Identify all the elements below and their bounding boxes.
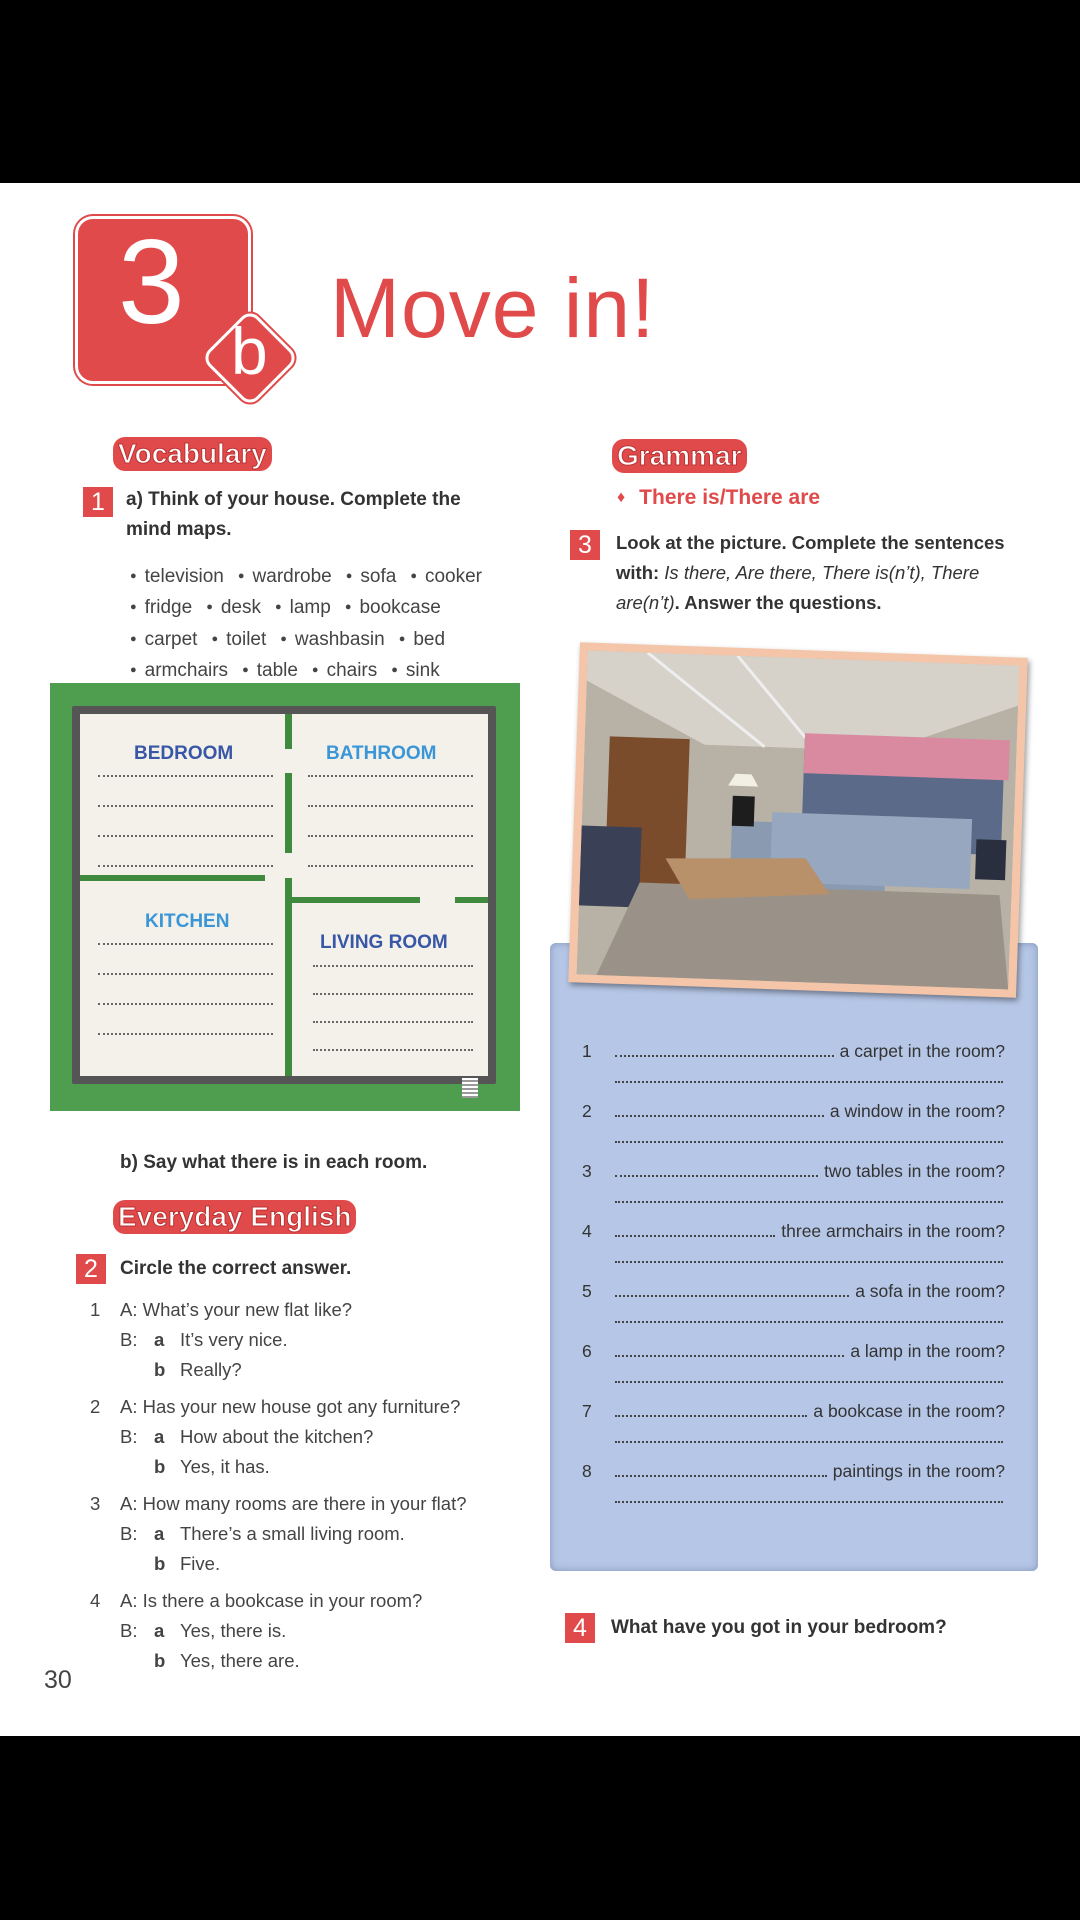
word: ● armchairs [130,660,228,681]
page-number: 30 [44,1666,72,1694]
exercise-3-instruction: Look at the picture. Complete the sentences with: Is there, Are there, There is(n’t), There are(n’t). Answer the questions. [616,532,1005,613]
dialogue-question: A: What’s your new flat like? [120,1299,353,1320]
answer-blank[interactable] [615,1223,775,1237]
answer-line[interactable] [615,1321,1003,1323]
answer-line [98,1033,273,1035]
word: ● sofa [346,566,397,587]
option-letter[interactable]: b [154,1456,166,1477]
everyday-english-badge: Everyday English [113,1200,356,1234]
answer-blank[interactable] [615,1103,824,1117]
answer-option[interactable]: There’s a small living room. [180,1523,405,1544]
answer-line [98,835,273,837]
answer-line [308,865,473,867]
plan-inner-wall [285,714,292,749]
plan-inner-wall [285,773,292,853]
word: ● toilet [211,629,266,650]
dialogue-question: A: Is there a bookcase in your room? [120,1590,423,1611]
vocabulary-badge: Vocabulary [113,437,272,471]
word: ● chairs [312,660,377,681]
house-floor-plan [50,683,520,1111]
plan-inner-wall [290,897,420,903]
word: ● carpet [130,629,197,650]
word: ● wardrobe [238,566,332,587]
answer-line [308,805,473,807]
answer-blank[interactable] [615,1283,849,1297]
dialogue-4: 4 A: Is there a bookcase in your room? B: a Yes, there is. b Yes, there are. [88,1586,528,1683]
answer-line [98,973,273,975]
answer-blank[interactable] [615,1043,834,1057]
answer-line [313,1021,473,1023]
answer-line[interactable] [615,1441,1003,1443]
option-letter[interactable]: b [154,1650,166,1671]
plan-inner-wall [80,875,265,881]
answer-option[interactable]: It’s very nice. [180,1329,288,1350]
answer-blank[interactable] [615,1163,818,1177]
option-letter[interactable]: b [154,1359,166,1380]
word: ● table [242,660,298,681]
word: ● cooker [410,566,482,587]
word: ● washbasin [280,629,384,650]
answer-line [98,775,273,777]
living-room-photo [568,642,1028,997]
option-letter[interactable]: b [154,1553,166,1574]
answer-line[interactable] [615,1381,1003,1383]
plan-inner-wall [455,897,488,903]
unit-number: 3 [118,215,185,349]
answer-blank[interactable] [615,1463,827,1477]
textbook-page: 3 b Move in! Vocabulary 1 a) Think of your house. Complete the mind maps. ● television● wardrobe● sofa● cooker ● fridge● desk● lamp● bookcase ● carpet● toilet● washbasin● bed ● armchairs● table● chairs● sink BEDROOM BATHROOM KITCHEN LIVING ROOM b) Say what there is in each room. Everyday English 2 Circle the correct answer. 1 A: What’s your new flat like? B: a It’s very nice. b Really? 2 A: Has your new house got any furniture? B: a How about the kitchen? b Yes, it has. 3 A: How many rooms are there in your flat? B: a There’s a small living room. b Five. 4 A: Is there a bookcase in your room? B: a Yes, there is. b Yes, there are. 30 Grammar ♦ There is/There are 3 Look at the picture. Complete the sentences with: Is there, Are there, There is(n’t), There are(n’t). Answer the questions. 1 a carpet in the room? 2 a window in the room? 3 two tables in the room? 4 three armchairs in the room? 5 a sofa in the room? 6 a lamp in the room? 7 a bookcase in the room? 8 paintings in the room? 4 What have you got in your bedroom? [0,183,1080,1736]
room-label-bathroom: BATHROOM [326,743,437,764]
answer-line[interactable] [615,1201,1003,1203]
answer-line [313,965,473,967]
answer-line [98,805,273,807]
answer-option[interactable]: How about the kitchen? [180,1426,374,1447]
room-label-bedroom: BEDROOM [134,743,234,764]
dialogue-list [88,1295,528,1683]
word: ● sink [391,660,439,681]
answer-line [98,865,273,867]
answer-blank[interactable] [615,1343,844,1357]
word-list [130,561,496,687]
word: ● fridge [130,597,192,618]
exercise-4-number: 4 [565,1613,595,1643]
answer-option[interactable]: Yes, there are. [180,1650,300,1671]
option-letter[interactable]: a [154,1329,165,1350]
exercise-1b-instruction: b) Say what there is in each room. [120,1152,428,1173]
exercise-2-number: 2 [76,1254,106,1284]
plan-stairs [462,1078,478,1098]
answer-option[interactable]: Really? [180,1359,242,1380]
answer-line[interactable] [615,1141,1003,1143]
option-letter[interactable]: a [154,1523,165,1544]
exercise-4-instruction: What have you got in your bedroom? [611,1617,947,1638]
grammar-subtitle: ♦ There is/There are [617,486,821,509]
dialogue-2: 2 A: Has your new house got any furniture? B: a How about the kitchen? b Yes, it has. [88,1392,528,1489]
word: ● bed [399,629,445,650]
dialogue-3: 3 A: How many rooms are there in your flat? B: a There’s a small living room. b Five. [88,1489,528,1586]
plan-inner-wall [285,878,292,1076]
answer-blank[interactable] [615,1403,807,1417]
answer-option[interactable]: Five. [180,1553,221,1574]
page-title: Move in! [330,261,656,355]
answer-line [308,775,473,777]
grammar-badge: Grammar [612,439,747,473]
room-label-living-room: LIVING ROOM [320,932,448,953]
exercise-2-instruction: Circle the correct answer. [120,1258,352,1279]
answer-line [308,835,473,837]
dialogue-1: 1 A: What’s your new flat like? B: a It’s very nice. b Really? [88,1295,528,1392]
answer-line[interactable] [615,1501,1003,1503]
answer-option[interactable]: Yes, there is. [180,1620,287,1641]
option-letter[interactable]: a [154,1426,165,1447]
unit-letter: b [231,314,268,388]
word: ● television [130,566,224,587]
answer-line [313,1049,473,1051]
exercise-1-instruction: a) Think of your house. Complete the mind maps. [126,489,461,540]
room-illustration [576,651,1019,990]
answer-line [98,943,273,945]
answer-option[interactable]: Yes, it has. [180,1456,270,1477]
exercise-1-number: 1 [83,487,113,517]
exercise-3-number: 3 [570,530,600,560]
word: ● bookcase [345,597,441,618]
answer-line[interactable] [615,1081,1003,1083]
dialogue-question: A: How many rooms are there in your flat? [120,1493,467,1514]
answer-line[interactable] [615,1261,1003,1263]
word: ● lamp [275,597,331,618]
answer-line [313,993,473,995]
option-letter[interactable]: a [154,1620,165,1641]
answer-line [98,1003,273,1005]
dialogue-question: A: Has your new house got any furniture? [120,1396,461,1417]
word: ● desk [206,597,261,618]
diamond-icon: ♦ [617,489,626,506]
room-label-kitchen: KITCHEN [145,911,230,932]
